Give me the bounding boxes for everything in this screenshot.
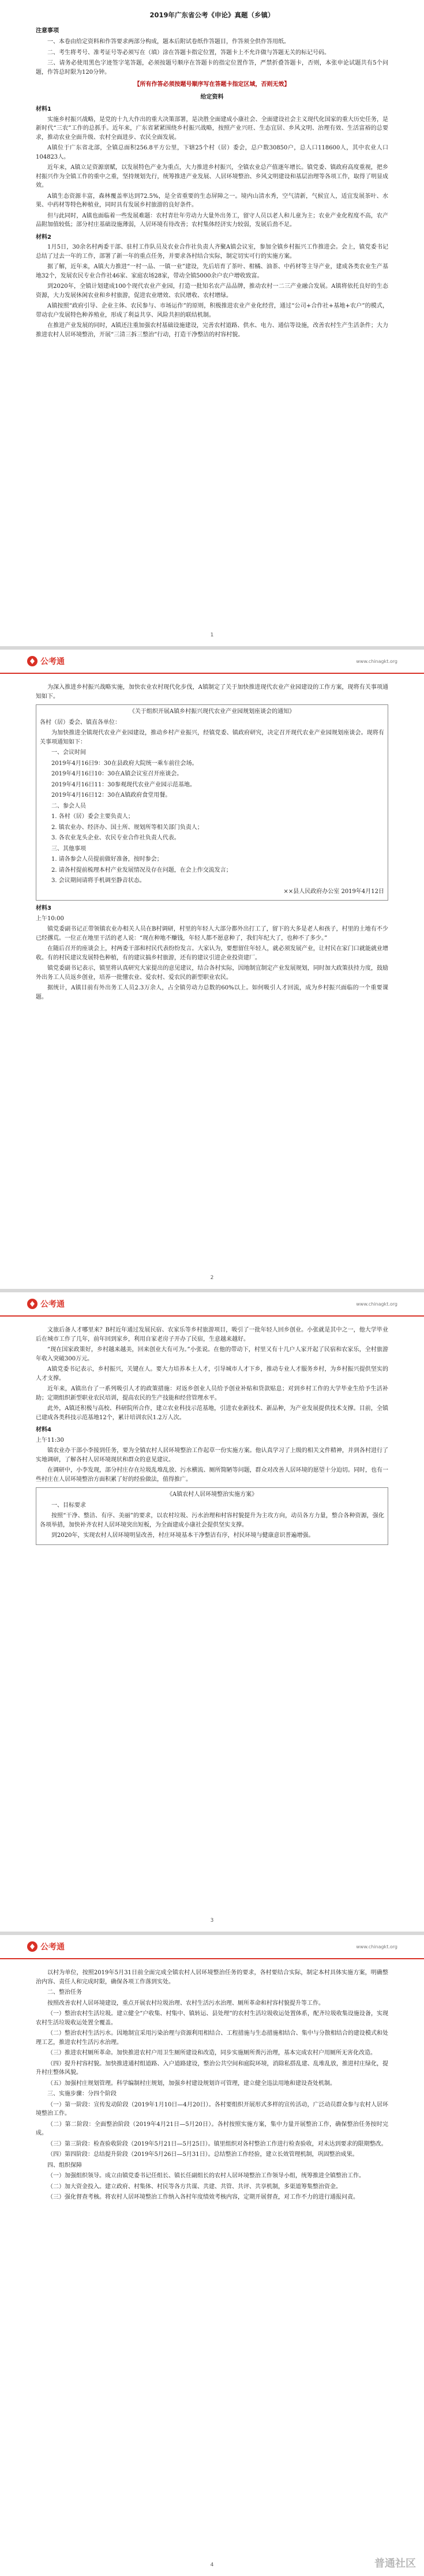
plan-paragraph: （一）第一阶段：宣传发动阶段（2019年1月10日—4月20日）。各村要组织开展形式多样的宣传活动，广泛动员群众参与农村人居环境整治工作。 bbox=[36, 2101, 388, 2117]
site-url: www.chinagkt.org bbox=[356, 659, 397, 664]
notice-line: 1. 各村（居）委会主要负责人； bbox=[51, 813, 134, 820]
plan-paragraph: 以村为单位，按照2019年5月31日前全面完成全镇农村人居环境整治任务的要求，各村要结合实际，制定本村具体实施方案，明确整治内容、责任人和完成时限，确保各项工作落到实处。 bbox=[36, 1970, 388, 1985]
plan-box bbox=[36, 1487, 388, 1545]
notice-line: 一、本卷由给定资料和作答要求两部分构成，题本后附试卷纸作答题目，作答须全供作答用纸。 bbox=[47, 39, 290, 46]
site-logo bbox=[27, 1941, 65, 1952]
material-paragraph: 但与此同时，A镇也面临着一些发展难题：农村青壮年劳动力大量外出务工，留守人员以老人和儿童为主；农业产业化程度不高，农产品附加值较低；部分村庄基础设施薄弱，人居环境有待改善；农村集体经济实力较弱，发展后劲不足。 bbox=[36, 212, 388, 228]
notice-line: 2019年4月16日12：30在A镇政府食堂用餐。 bbox=[51, 792, 171, 798]
material-paragraph: 文旅后备人才哪里来？B村近年通过发展民宿、农家乐等乡村旅游项目，吸引了一批年轻人回乡创业。小张就是其中之一，他大学毕业后在城市工作了几年，前年回到家乡，利用自家老房子开办了民宿，生意越来越好。 bbox=[36, 1327, 388, 1343]
plan-paragraph: （三）第三阶段：检查验收阶段（2019年5月21日—5月25日）。镇里组织对各村整治工作进行检查验收，对未达到要求的限期整改。 bbox=[47, 2140, 387, 2147]
notice-box bbox=[36, 704, 388, 901]
page-header bbox=[0, 1935, 424, 1959]
material-paragraph: 镇党委副书记表示，镇里将认真研究大家提出的意见建议，结合各村实际，因地制宜制定产业发展规划，同时加大政策扶持力度，鼓励外出务工人员返乡创业，培养一批懂农业、爱农村、爱农民的新型职业农民。 bbox=[36, 965, 388, 981]
material-paragraph: 据统计，A镇目前有外出务工人员2.3万余人，占全镇劳动力总数的60%以上。如何吸引人才回流，成为乡村振兴面临的一个重要课题。 bbox=[36, 985, 388, 1000]
page-header bbox=[0, 650, 424, 674]
notice-line: 1. 请各参会人员提前做好准备，按时参会； bbox=[51, 856, 163, 863]
material-3-heading: 材料3 bbox=[36, 905, 51, 912]
document-page-3 bbox=[0, 1292, 424, 1932]
site-logo bbox=[27, 655, 65, 667]
plan-paragraph: （一）整治农村生活垃圾。建立健全“户收集、村集中、镇转运、县处理”的农村生活垃圾收运处置体系，配齐垃圾收集设施设备，实现农村生活垃圾收运处置全覆盖。 bbox=[36, 2011, 388, 2026]
site-name: 公考通 bbox=[40, 1300, 65, 1309]
plan-paragraph: （四）第四阶段：总结提升阶段（2019年5月26日—5月31日）。总结整治工作经验，建立长效管理机制，巩固整治成果。 bbox=[47, 2151, 358, 2158]
plan-paragraph: （五）加强村庄规划管理。科学编制村庄规划，加强乡村建设规划许可管理，建立健全违法用地和建设查处机制。 bbox=[47, 2080, 336, 2087]
logo-icon bbox=[27, 1941, 38, 1952]
plan-line: 到2020年，实现农村人居环境明显改善，村庄环境基本干净整洁有序，村民环境与健康意识普遍增强。 bbox=[51, 1532, 314, 1539]
material-2-heading: 材料2 bbox=[36, 234, 51, 241]
page-title: 2019年广东省公考《申论》真题（乡镇） bbox=[149, 11, 275, 19]
notice-line: 3. 各农业龙头企业、农民专业合作社负责人代表。 bbox=[51, 835, 180, 841]
plan-paragraph: （四）提升村容村貌。加快推进通村组道路、入户道路建设，整治公共空间和庭院环境，消除私搭乱建、乱堆乱放，推进村庄绿化，提升村庄整体风貌。 bbox=[36, 2060, 388, 2076]
document-page-1 bbox=[0, 0, 424, 646]
material-paragraph: 在调研中，小李发现，部分村庄存在垃圾乱堆乱放、污水横流、厕所简陋等问题，群众对改善人居环境的愿望十分迫切。同时，也有一些村庄在人居环境整治方面积累了好的经验做法，值得推广。 bbox=[36, 1467, 388, 1483]
site-logo bbox=[27, 1298, 65, 1310]
material-paragraph: A镇党委书记表示，乡村振兴，关键在人。要大力培养本土人才，引导城市人才下乡，推动专业人才服务乡村，为乡村振兴提供坚实的人才支撑。 bbox=[36, 1366, 388, 1382]
plan-line: 一、目标要求 bbox=[51, 1502, 86, 1509]
notice-line: 二、考生将考号、准考证号等必须写在（填）涂在答题卡指定位置，答题卡上不允许做与答题无关的标记号码。 bbox=[47, 49, 330, 56]
document-page-4 bbox=[0, 1935, 424, 2576]
plan-paragraph: （一）加强组织领导。成立由镇党委书记任组长、镇长任副组长的农村人居环境整治工作领导小组，统筹推进全镇整治工作。 bbox=[47, 2173, 365, 2179]
material-paragraph: 此外，A镇还积极与高校、科研院所合作，建立农业科技示范基地，引进农业新技术、新品种，为产业发展提供技术支撑。目前，全镇已建成各类科技示范基地12个，累计培训农民1.2万人次。 bbox=[36, 1405, 388, 1421]
material-paragraph: 实施乡村振兴战略，是党的十九大作出的重大决策部署，是决胜全面建成小康社会、全面建设社会主义现代化国家的重大历史任务，是新时代“三农”工作的总抓手。近年来，广东省紧紧围绕乡村振兴战略，按照产业兴旺、生态宜居、乡风文明、治理有效、生活富裕的总要求，推动农业全面升级、农村全面进步、农民全面发展。 bbox=[36, 116, 388, 141]
material-paragraph: 镇农业办干部小李接到任务，要为全镇农村人居环境整治工作起草一份实施方案。他认真学习了上级的相关文件精神，并到各村进行了实地调研，了解各村人居环境现状和群众的意见建议。 bbox=[36, 1448, 388, 1463]
material-paragraph: 在随后召开的座谈会上，村两委干部和村民代表纷纷发言。大家认为，要想留住年轻人，就必须发展产业，让村民在家门口就能就业增收。有的村民建议发展特色种植，有的建议搞乡村旅游，还有的建议引进企业投资建厂。 bbox=[36, 946, 388, 961]
site-url: www.chinagkt.org bbox=[356, 1302, 397, 1307]
plan-line: 按照“干净、整洁、有序、美丽”的要求，以农村垃圾、污水治理和村容村貌提升为主攻方向，动员各方力量，整合各种资源，强化各项举措，加快补齐农村人居环境突出短板，为全面建成小康社会提供坚实支撑。 bbox=[40, 1513, 384, 1528]
material-paragraph: 近年来，A镇出台了一系列吸引人才的政策措施：对返乡创业人员给予创业补贴和贷款贴息；对到乡村工作的大学毕业生给予生活补助；定期组织新型职业农民培训，提高农民的生产技能和经营管理水平。 bbox=[36, 1386, 388, 1401]
material-time: 上午11:30 bbox=[36, 1437, 64, 1443]
plan-paragraph: 四、组织保障 bbox=[47, 2162, 82, 2169]
material-paragraph: 为深入推进乡村振兴战略实施，加快农业农村现代化步伐，A镇制定了关于加快推进现代农业产业园建设的工作方案，现将有关事项通知如下。 bbox=[36, 684, 388, 700]
notice-line: 三、请务必使用黑色字迹签字笔答题，必须按题号顺序在答题卡的指定位置作答，严禁折叠答题卡，否则，本张申论试题共有5个问题，作答总时限为120分钟。 bbox=[36, 60, 388, 76]
page-number: 4 bbox=[210, 2562, 214, 2568]
plan-paragraph: （二）整治农村生活污水。因地制宜采用污染治理与资源利用相结合、工程措施与生态措施相结合、集中与分散相结合的建设模式和处理工艺，推进农村生活污水治理。 bbox=[36, 2030, 388, 2046]
notice-line: 为加快推进全镇现代农业产业园建设，推动乡村产业振兴，经镇党委、镇政府研究，决定召开现代农业产业园规划座谈会。现将有关事项通知如下： bbox=[40, 730, 384, 745]
material-paragraph: 镇党委副书记正带领镇农业办相关人员在B村调研，村里的年轻人大部分都外出打工了，留下的大多是老人和孩子，村里的土地有不少已经撂荒。一位正在地里干活的老人说：“现在种地不赚钱，年轻人都不愿意种了，我们年纪大了，也种不了多少。” bbox=[36, 926, 388, 942]
notice-line: 二、参会人员 bbox=[51, 803, 86, 809]
plan-title: 《A镇农村人居环境整治实施方案》 bbox=[166, 1491, 258, 1498]
material-paragraph: A镇生态资源丰富，森林覆盖率达到72.5%，是全省重要的生态屏障之一。境内山清水秀，空气清新，气候宜人，适宜发展茶叶、水果、中药材等特色种植业，同时具有发展乡村旅游的良好条件。 bbox=[36, 193, 388, 209]
document-page-2 bbox=[0, 650, 424, 1289]
logo-icon bbox=[27, 1298, 38, 1310]
material-paragraph: 1月5日，30余名村两委干部、驻村工作队员及农业合作社负责人齐聚A镇会议室，参加全镇乡村振兴工作推进会。会上，镇党委书记总结了过去一年的工作，部署了新一年的重点任务，并要求各村结合实际，制定切实可行的实施方案。 bbox=[36, 244, 388, 260]
material-paragraph: 近年来，A镇立足资源禀赋，以发展特色产业为重点，大力推进乡村振兴，全镇农业总产值逐年增长。镇党委、镇政府高度重视，把乡村振兴作为全镇工作的重中之重，坚持规划先行，统筹推进产业发展、人居环境整治、乡风文明建设和基层治理等各项工作，取得了明显成效。 bbox=[36, 164, 388, 189]
answer-warning: 【所有作答必须按题号顺序写在答题卡指定区域，否则无效】 bbox=[134, 81, 290, 88]
material-paragraph: 在推进产业发展的同时，A镇还注重加强农村基础设施建设，完善农村道路、供水、电力、通信等设施，改善农村生产生活条件；大力推进农村人居环境整治，开展“三清三拆三整治”行动，打造干净整洁的村容村貌。 bbox=[36, 323, 388, 338]
site-name: 公考通 bbox=[40, 1943, 65, 1952]
material-time: 上午10:00 bbox=[36, 915, 64, 922]
notice-line: 3. 会议期间请将手机调至静音状态。 bbox=[51, 878, 145, 884]
notice-heading: 注意事项 bbox=[36, 27, 59, 34]
notice-line: 三、其他事项 bbox=[51, 845, 86, 852]
page-number: 1 bbox=[210, 632, 214, 638]
material-paragraph: A镇按照“政府引导、企业主体、农民参与、市场运作”的原则，积极推进农业产业化经营，通过“公司+合作社+基地+农户”的模式，带动农户发展特色种养殖业，形成了利益共享、风险共担的联结机制。 bbox=[36, 303, 388, 318]
site-url: www.chinagkt.org bbox=[356, 1944, 397, 1949]
material-paragraph: 据了解，近年来，A镇大力推进“一村一品、一镇一业”建设，先后培育了茶叶、柑橘、油茶、中药材等主导产业，建成各类农业生产基地32个，发展农民专业合作社46家、家庭农场28家，带动全镇5000余户农户增收致富。 bbox=[36, 264, 388, 279]
material-paragraph: 到2020年，全镇计划建成100个现代农业产业园，打造一批知名农产品品牌，推动农村一二三产业融合发展。A镇将依托良好的生态资源，大力发展休闲农业和乡村旅游，促进农业增效、农民增收、农村增绿。 bbox=[36, 283, 388, 299]
corner-watermark: 普通社区 bbox=[374, 2558, 416, 2570]
site-name: 公考通 bbox=[40, 657, 65, 666]
material-1-heading: 材料1 bbox=[36, 106, 51, 113]
notice-line: 2. 镇农业办、经济办、国土所、规划所等相关部门负责人； bbox=[51, 824, 203, 831]
notice-line: 一、会议时间 bbox=[51, 749, 86, 756]
notice-signature: ××县人民政府办公室 2019年4月12日 bbox=[283, 888, 384, 895]
notice-line: 2019年4月16日9：30在县政府大院统一乘车前往会场。 bbox=[51, 760, 198, 767]
notice-title: 《关于组织开展A镇乡村振兴现代农业产业园规划座谈会的通知》 bbox=[129, 708, 295, 715]
plan-paragraph: 三、实施步骤：分四个阶段 bbox=[47, 2091, 117, 2097]
notice-line: 各村（居）委会、镇直各单位： bbox=[40, 719, 121, 726]
plan-paragraph: 二、整治任务 bbox=[47, 1989, 82, 1996]
notice-line: 2. 请各村提前梳理本村产业发展情况及存在问题，在会上作交流发言； bbox=[51, 867, 232, 873]
material-4-heading: 材料4 bbox=[36, 1427, 51, 1433]
material-paragraph: A镇位于广东省北部，全镇总面积256.8平方公里，下辖25个村（居）委会，总户数30850户，总人口118600人，其中农业人口104823人。 bbox=[36, 145, 388, 160]
plan-paragraph: （三）强化督查考核。将农村人居环境整治工作纳入各村年度绩效考核内容，定期开展督查，对工作不力的进行通报问责。 bbox=[47, 2194, 359, 2200]
page-number: 3 bbox=[210, 1918, 214, 1923]
notice-line: 2019年4月16日10：30在A镇会议室召开座谈会。 bbox=[51, 771, 183, 777]
plan-paragraph: （三）推进农村厕所革命。加快推进农村户用卫生厕所建设和改造，同步实施厕所粪污治理，基本完成农村户用厕所无害化改造。 bbox=[47, 2050, 376, 2056]
materials-heading: 给定资料 bbox=[200, 93, 224, 100]
page-header bbox=[0, 1292, 424, 1317]
notice-line: 2019年4月16日11：30参观现代农业产业园示范基地。 bbox=[51, 781, 196, 788]
plan-paragraph: （二）加大资金投入。建立政府、村集体、村民等各方共谋、共建、共管、共评、共享机制，多渠道筹集整治资金。 bbox=[47, 2183, 342, 2190]
logo-icon bbox=[27, 655, 38, 667]
plan-paragraph: 按照改善农村人居环境建设，重点开展农村垃圾治理、农村生活污水治理、厕所革命和村容村貌提升等工作。 bbox=[47, 2000, 324, 2007]
plan-paragraph: （二）第二阶段：全面整治阶段（2019年4月21日—5月20日）。各村按照实施方案，集中力量开展整治工作，确保整治任务按时完成。 bbox=[36, 2121, 388, 2136]
material-paragraph: “现在国家政策好，乡村越来越美，回来创业大有可为。”小张说。在他的带动下，村里又有十几户人家开起了民宿和农家乐，全村旅游年收入突破300万元。 bbox=[36, 1347, 388, 1362]
page-number: 2 bbox=[210, 1275, 214, 1281]
